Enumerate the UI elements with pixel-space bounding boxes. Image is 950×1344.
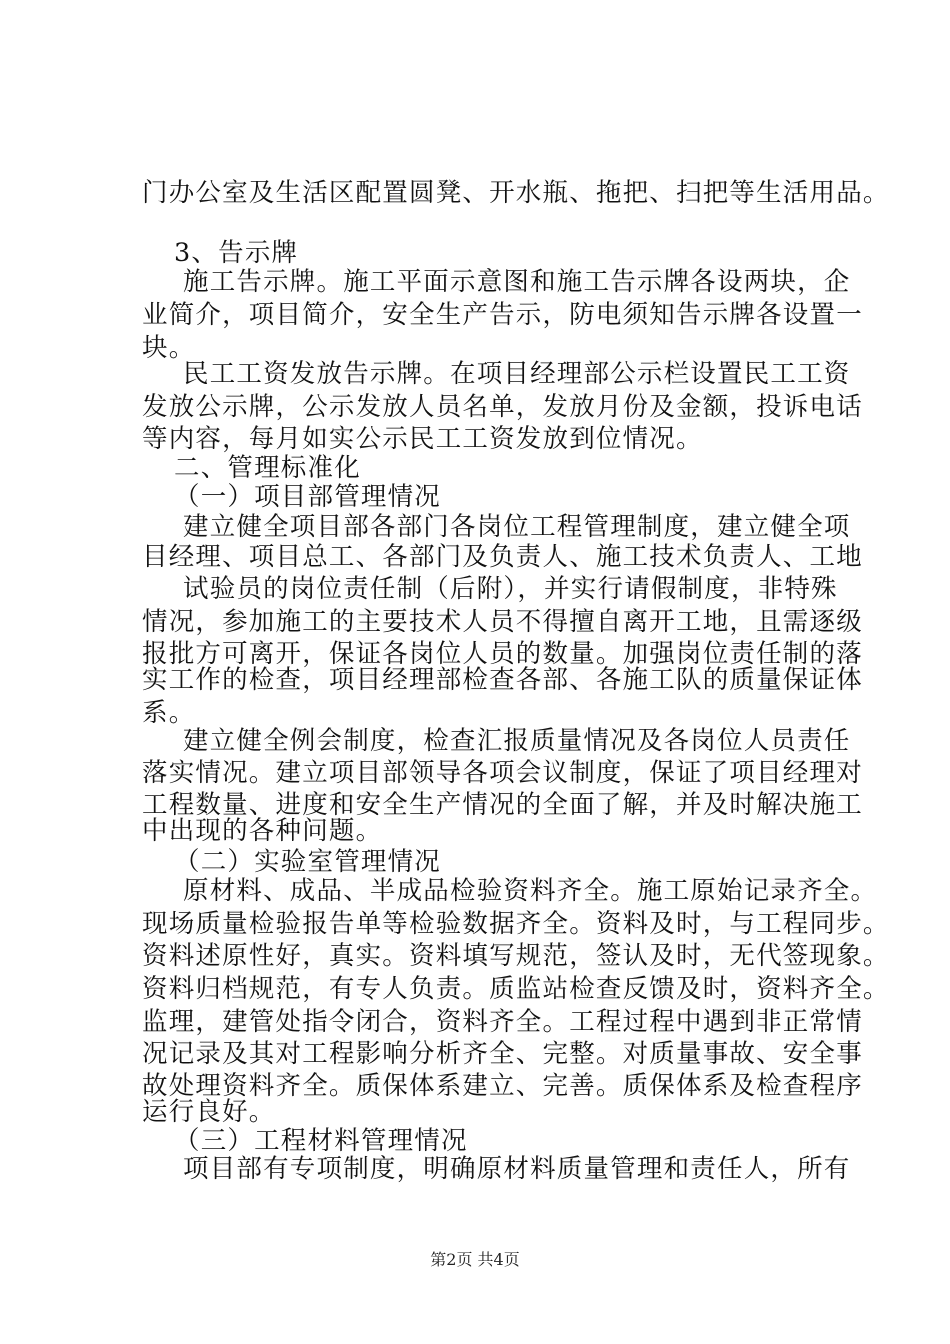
text-line: 门办公室及生活区配置圆凳、开水瓶、拖把、扫把等生活用品。 <box>142 178 890 208</box>
text-line: 建立健全例会制度，检查汇报质量情况及各岗位人员责任 <box>183 726 851 756</box>
text-line: 现场质量检验报告单等检验数据齐全。资料及时，与工程同步。 <box>142 909 890 939</box>
text-line: 块。 <box>142 333 196 363</box>
text-line: 落实情况。建立项目部领导各项会议制度，保证了项目经理对 <box>142 758 863 788</box>
text-line: 建立健全项目部各部门各岗位工程管理制度，建立健全项 <box>183 512 851 542</box>
text-line: 资料归档规范，有专人负责。质监站检查反馈及时，资料齐全。 <box>142 974 890 1004</box>
text-line: 工程数量、进度和安全生产情况的全面了解，并及时解决施工 <box>142 790 863 820</box>
text-line: 情况，参加施工的主要技术人员不得擅自离开工地，且需逐级 <box>142 607 863 637</box>
text-line: 况记录及其对工程影响分析齐全、完整。对质量事故、安全事 <box>142 1039 863 1069</box>
text-line: 民工工资发放告示牌。在项目经理部公示栏设置民工工资 <box>183 359 851 389</box>
text-line: 运行良好。 <box>142 1097 276 1127</box>
text-line: 发放公示牌，公示发放人员名单，发放月份及金额，投诉电话 <box>142 392 863 422</box>
subsection-heading: （二）实验室管理情况 <box>174 847 442 877</box>
text-line: 中出现的各种问题。 <box>142 816 383 846</box>
text-line: 等内容，每月如实公示民工工资发放到位情况。 <box>142 424 703 454</box>
text-line: 监理，建管处指令闭合，资料齐全。工程过程中遇到非正常情 <box>142 1007 863 1037</box>
section-heading: 二、管理标准化 <box>174 453 361 483</box>
text-line: 目经理、项目总工、各部门及负责人、施工技术负责人、工地 <box>142 542 863 572</box>
text-line: 实工作的检查，项目经理部检查各部、各施工队的质量保证体 <box>142 665 863 695</box>
text-line: 故处理资料齐全。质保体系建立、完善。质保体系及检查程序 <box>142 1071 863 1101</box>
text-line: 项目部有专项制度，明确原材料质量管理和责任人，所有 <box>183 1154 851 1184</box>
page-number: 第2页 共4页 <box>430 1250 520 1269</box>
text-line: 试验员的岗位责任制（后附），并实行请假制度，非特殊 <box>183 574 838 604</box>
text-line: 施工告示牌。施工平面示意图和施工告示牌各设两块，企 <box>183 267 851 297</box>
section-heading: 3、告示牌 <box>174 238 299 268</box>
subsection-heading: （三）工程材料管理情况 <box>174 1126 468 1156</box>
text-line: 系。 <box>142 698 196 728</box>
text-line: 报批方可离开，保证各岗位人员的数量。加强岗位责任制的落 <box>142 639 863 669</box>
subsection-heading: （一）项目部管理情况 <box>174 482 442 512</box>
text-line: 资料述原性好，真实。资料填写规范，签认及时，无代签现象。 <box>142 941 890 971</box>
text-line: 业简介，项目简介，安全生产告示，防电须知告示牌各设置一 <box>142 300 863 330</box>
text-line: 原材料、成品、半成品检验资料齐全。施工原始记录齐全。 <box>183 876 878 906</box>
